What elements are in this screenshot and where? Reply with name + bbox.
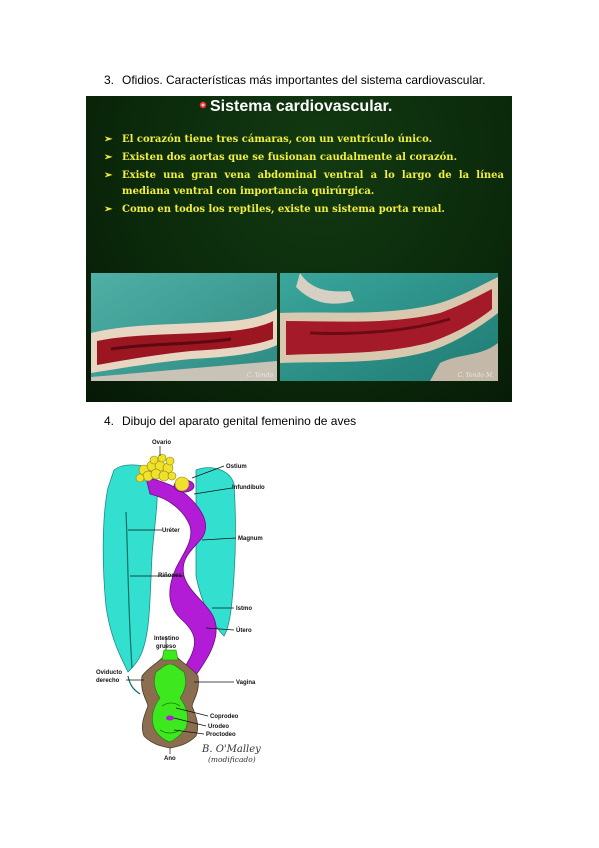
label-infundibulo: Infundíbulo: [232, 485, 265, 491]
label-intestino-2: grueso: [156, 644, 177, 650]
snake-surgery-photo-left: [91, 273, 277, 381]
label-utero: Útero: [236, 628, 252, 634]
chevron-right-icon: ➢: [104, 204, 113, 215]
chevron-right-icon: ➢: [104, 170, 113, 181]
label-rinones: Riñones: [158, 573, 182, 579]
label-proctodeo: Proctodeo: [206, 732, 236, 738]
label-ano: Ano: [164, 756, 176, 762]
diagram-signature: B. O'Malley: [202, 744, 261, 755]
label-intestino-1: Intestino: [154, 636, 179, 642]
snake-surgery-photo-right: [280, 273, 498, 381]
label-urodeo: Urodeo: [208, 724, 229, 730]
label-oviducto-1: Oviducto: [96, 670, 123, 676]
label-coprodeo: Coprodeo: [210, 714, 239, 720]
section-4-heading: [104, 414, 356, 428]
chevron-right-icon: ➢: [104, 134, 113, 145]
section-3-heading: [104, 73, 485, 87]
label-magnum: Magnum: [238, 536, 263, 542]
section-3-title: Ofidios. Características más importantes del sistema cardiovascular.: [122, 73, 486, 87]
slide-bullet: ➢ El corazón tiene tres cámaras, con un ventrículo único.: [104, 132, 504, 148]
cardiovascular-slide: [86, 96, 512, 402]
section-4-title: Dibujo del aparato genital femenino de aves: [122, 414, 357, 428]
slide-title: Sistema cardiovascular.: [210, 98, 393, 115]
avian-female-reproductive-diagram: [84, 436, 290, 772]
label-ovario: Ovario: [152, 440, 172, 446]
diagram-signature-note: (modificado): [208, 755, 256, 764]
section-4-number: 4.: [104, 414, 115, 428]
label-ostium: Ostium: [226, 464, 247, 470]
slide-bullet: ➢ Existen dos aortas que se fusionan caudalmente al corazón.: [104, 150, 504, 166]
label-oviducto-2: derecho: [96, 678, 120, 684]
slide-bullet: ➢ Existe una gran vena abdominal ventral a lo largo de la línea mediana ventral con importancia quirúrgica.: [104, 170, 504, 197]
title-bullet-icon: [198, 100, 208, 110]
label-istmo: Istmo: [236, 606, 253, 612]
photo-credit: C. Yendo: [246, 372, 273, 379]
section-3-number: 3.: [104, 73, 115, 87]
label-ureter: Uréter: [162, 528, 180, 534]
photo-credit: C. Yendo M.: [457, 372, 494, 379]
slide-bullet: ➢ Como en todos los reptiles, existe un sistema porta renal.: [104, 202, 504, 218]
slide-bullet-list: [104, 132, 504, 220]
chevron-right-icon: ➢: [104, 152, 113, 163]
label-vagina: Vagina: [236, 680, 256, 686]
